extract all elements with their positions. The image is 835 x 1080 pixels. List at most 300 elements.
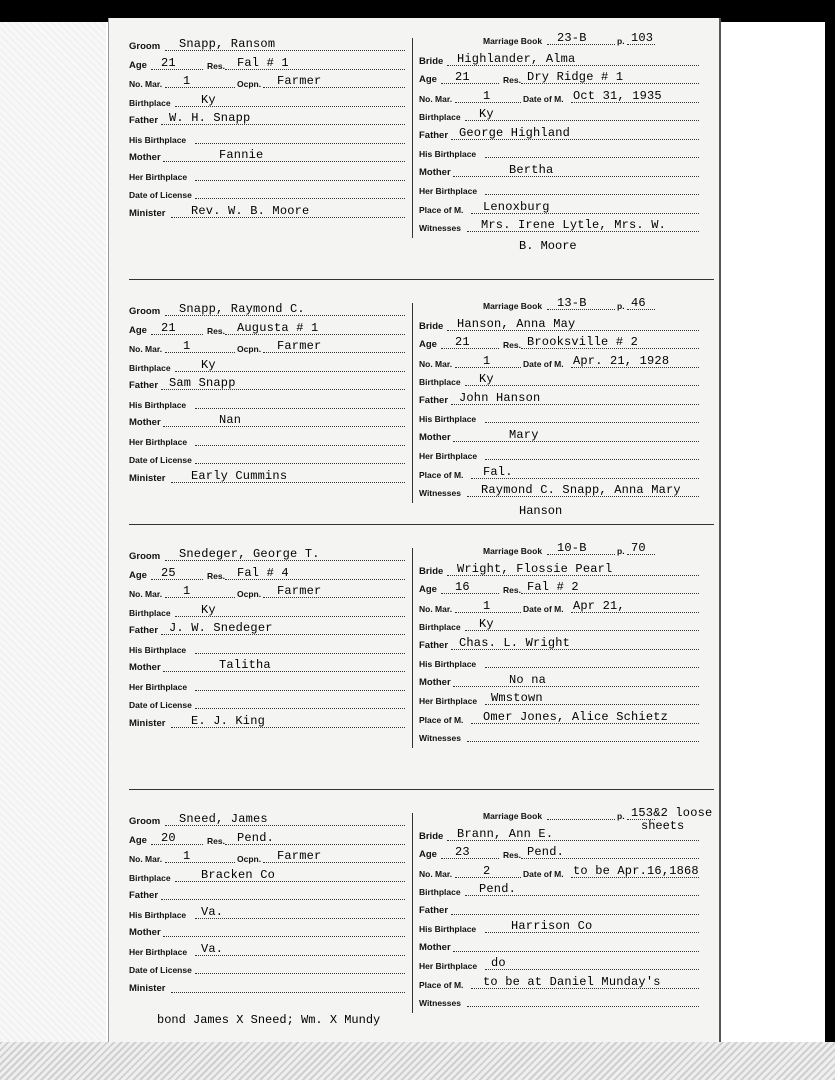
place-of-marriage-row (419, 976, 709, 992)
groom-res: Augusta # 1 (237, 320, 319, 335)
bride-mother-line (453, 441, 699, 442)
label-his-birthplace: His Birthplace (129, 134, 187, 145)
bride-her-birthplace-row (419, 692, 709, 708)
label-birthplace: Birthplace (129, 97, 171, 108)
marriage-book-number-line (547, 819, 615, 820)
label-mother: Mother (129, 927, 161, 938)
groom-marriages-occupation-row (129, 585, 409, 601)
bride-no-mar: 1 (483, 353, 491, 368)
bride-birthplace: Ky (479, 107, 494, 121)
label-no-mar: No. Mar. (419, 93, 453, 104)
label-age: Age (419, 584, 437, 595)
groom-res: Fal # 4 (237, 565, 289, 580)
bride-mother: Mary (509, 427, 539, 442)
groom-minister: E. J. King (191, 713, 266, 728)
groom-occupation: Farmer (277, 849, 322, 863)
label-father: Father (419, 639, 449, 651)
label-father: Father (129, 890, 159, 901)
bride-his-birthplace-row (419, 655, 709, 671)
label-her-birthplace: Her Birthplace (419, 961, 478, 971)
label-marriage-book: Marriage Book (483, 811, 543, 821)
label-age: Age (419, 849, 437, 860)
label-ocpn: Ocpn. (237, 589, 262, 599)
bride-her-birthplace-line (485, 459, 699, 460)
groom-res: Fal # 1 (237, 55, 289, 70)
label-groom: Groom (129, 41, 161, 52)
marriage-record (109, 296, 717, 543)
label-no-mar: No. Mar. (129, 79, 163, 89)
label-age: Age (129, 569, 147, 581)
label-groom: Groom (129, 816, 161, 827)
label-his-birthplace: His Birthplace (419, 924, 477, 934)
groom-name: Snapp, Ransom (179, 37, 276, 51)
groom-no-mar-line (165, 597, 235, 598)
bride-his-birthplace: Harrison Co (511, 919, 593, 933)
label-date-of-m: Date of M. (523, 93, 564, 104)
bride-birthplace-row (419, 883, 709, 899)
label-bride: Bride (419, 320, 444, 332)
bride-father-line (451, 914, 699, 915)
bride-age: 21 (455, 335, 470, 349)
witnesses-row (419, 729, 709, 745)
groom-his-birthplace: Va. (201, 904, 224, 919)
bride-age: 21 (455, 70, 470, 84)
groom-no-mar: 1 (183, 74, 191, 88)
bride-her-birthplace-row (419, 447, 709, 463)
column-divider (412, 38, 413, 238)
label-age: Age (129, 834, 147, 846)
bride-birthplace: Pend. (479, 882, 517, 896)
groom-date-license-row (129, 186, 409, 202)
label-res: Res. (207, 835, 225, 846)
groom-age: 21 (161, 320, 176, 335)
bride-mother: Bertha (509, 162, 554, 177)
groom-mother-line (163, 671, 405, 672)
groom-minister-row (129, 470, 409, 486)
label-p: p. (617, 301, 625, 311)
marriage-book-page: 103 (631, 31, 654, 45)
groom-father-row (129, 622, 409, 638)
label-father: Father (129, 380, 159, 391)
groom-her-birthplace-line (195, 690, 405, 691)
groom-father-row (129, 112, 409, 128)
marriage-record (109, 31, 717, 278)
bride-marriage-book-row (419, 32, 709, 48)
label-mother: Mother (419, 166, 451, 178)
bride-father: John Hanson (459, 390, 541, 405)
date-of-marriage: Apr. 21, 1928 (573, 353, 670, 368)
groom-name-row (129, 303, 409, 319)
groom-birthplace: Ky (201, 92, 216, 107)
bride-age-line (441, 858, 499, 859)
bride-mother-line (453, 686, 699, 687)
label-mother: Mother (129, 417, 161, 428)
bride-his-birthplace-line (485, 157, 699, 158)
label-her-birthplace: Her Birthplace (129, 946, 188, 957)
date-of-marriage: Oct 31, 1935 (573, 88, 662, 103)
bride-age-res-row (419, 71, 709, 87)
bride-her-birthplace: Wmstown (491, 691, 543, 705)
label-witnesses: Witnesses (419, 733, 461, 743)
label-p: p. (617, 546, 625, 556)
label-date-license: Date of License (129, 190, 192, 200)
groom-father-row (129, 887, 409, 903)
bride-age: 16 (455, 580, 470, 594)
groom-age-res-row (129, 567, 409, 583)
label-ocpn: Ocpn. (237, 79, 262, 89)
groom-age-line (151, 334, 203, 335)
label-minister: Minister (129, 472, 166, 484)
bride-his-birthplace-row (419, 920, 709, 936)
bride-birthplace-line (465, 120, 699, 121)
label-mother: Mother (129, 662, 161, 673)
bride-his-birthplace-row (419, 145, 709, 161)
label-no-mar: No. Mar. (129, 344, 163, 354)
marriage-book-page: 46 (631, 296, 646, 310)
label-date-of-m: Date of M. (523, 868, 564, 879)
groom-mother-line (163, 936, 405, 937)
record-divider (129, 789, 714, 790)
label-marriage-book: Marriage Book (483, 36, 543, 46)
bride-his-birthplace-row (419, 410, 709, 426)
bride-her-birthplace: do (491, 956, 506, 970)
scan-right-border (825, 0, 835, 1080)
label-ocpn: Ocpn. (237, 344, 262, 354)
bride-her-birthplace-line (485, 969, 699, 970)
groom-his-birthplace-row (129, 396, 409, 412)
bond-note: bond James X Sneed; Wm. X Mundy (157, 1013, 381, 1027)
bride-mother-line (453, 176, 699, 177)
bride-father: George Highland (459, 125, 571, 140)
bride-name-row (419, 563, 709, 579)
groom-her-birthplace: Va. (201, 941, 224, 956)
groom-father: Sam Snapp (169, 376, 236, 390)
marriage-record (109, 541, 717, 788)
label-his-birthplace: His Birthplace (129, 909, 187, 920)
label-date-license: Date of License (129, 455, 192, 465)
label-age: Age (129, 59, 147, 71)
record-divider (129, 524, 714, 525)
marriage-record (109, 806, 717, 1053)
label-groom: Groom (129, 306, 161, 317)
label-her-birthplace: Her Birthplace (419, 696, 478, 706)
label-place-of-m: Place of M. (419, 714, 464, 725)
label-res: Res. (207, 570, 225, 581)
bride-birthplace-row (419, 108, 709, 124)
witnesses-line (467, 741, 699, 742)
label-his-birthplace: His Birthplace (129, 399, 187, 410)
groom-name: Sneed, James (179, 812, 268, 826)
witnesses-line (467, 1006, 699, 1007)
groom-birthplace-row (129, 94, 409, 110)
groom-his-birthplace-line (195, 408, 405, 409)
place-of-marriage: Fal. (483, 464, 513, 479)
label-mother: Mother (419, 676, 451, 688)
groom-no-mar-line (165, 352, 235, 353)
bride-name: Hanson, Anna May (457, 316, 576, 331)
groom-mother-line (163, 161, 405, 162)
groom-age: 25 (161, 565, 176, 580)
marriage-record-page (108, 18, 721, 1078)
bride-father-row (419, 392, 709, 408)
bride-name-row (419, 318, 709, 334)
bride-father-row (419, 637, 709, 653)
bride-her-birthplace-row (419, 957, 709, 973)
label-his-birthplace: His Birthplace (419, 414, 477, 424)
groom-age: 20 (161, 830, 176, 845)
marriage-book-number: 13-B (557, 296, 587, 310)
groom-birthplace-row (129, 604, 409, 620)
label-birthplace: Birthplace (419, 887, 461, 897)
groom-her-birthplace-row (129, 168, 409, 184)
label-date-of-m: Date of M. (523, 603, 564, 614)
marriage-book-page: 70 (631, 541, 646, 555)
date-of-marriage: Apr 21, (573, 598, 625, 613)
groom-date-license-line (195, 198, 405, 199)
label-minister: Minister (129, 982, 166, 994)
label-mother: Mother (419, 431, 451, 443)
label-birthplace: Birthplace (129, 872, 171, 883)
bride-res: Brooksville # 2 (527, 335, 639, 349)
bride-mother-line (453, 951, 699, 952)
place-of-marriage-row (419, 711, 709, 727)
groom-his-birthplace-row (129, 131, 409, 147)
groom-res: Pend. (237, 830, 275, 845)
bride-his-birthplace-line (485, 667, 699, 668)
witnesses-continued: Hanson (519, 504, 563, 518)
groom-mother-line (163, 426, 405, 427)
label-marriage-book: Marriage Book (483, 546, 543, 556)
groom-name-row (129, 38, 409, 54)
label-father: Father (129, 625, 159, 636)
bride-his-birthplace-line (485, 422, 699, 423)
place-of-marriage-row (419, 201, 709, 217)
label-res: Res. (503, 850, 521, 860)
label-p: p. (617, 811, 625, 821)
bride-marriages-date-row (419, 355, 709, 371)
groom-no-mar-line (165, 862, 235, 863)
bride-name: Wright, Flossie Pearl (457, 561, 613, 576)
groom-mother-row (129, 659, 409, 675)
label-minister: Minister (129, 207, 166, 219)
bride-birthplace-row (419, 373, 709, 389)
bride-birthplace: Ky (479, 372, 494, 386)
bride-no-mar: 1 (483, 88, 491, 103)
witnesses-continued: B. Moore (519, 239, 577, 253)
place-of-marriage: to be at Daniel Munday's (483, 974, 661, 989)
label-birthplace: Birthplace (129, 362, 171, 373)
place-of-marriage: Lenoxburg (483, 199, 550, 214)
groom-date-license-row (129, 961, 409, 977)
groom-occupation: Farmer (277, 339, 322, 353)
bride-age-res-row (419, 336, 709, 352)
groom-no-mar-line (165, 87, 235, 88)
bride-birthplace-row (419, 618, 709, 634)
label-age: Age (129, 324, 147, 336)
bride-age-line (441, 348, 499, 349)
groom-her-birthplace-row (129, 433, 409, 449)
date-of-marriage: to be Apr.16,1868 (573, 863, 699, 878)
groom-her-birthplace-row (129, 943, 409, 959)
groom-minister-line (171, 992, 405, 993)
label-her-birthplace: Her Birthplace (419, 186, 478, 196)
column-divider (412, 548, 413, 748)
groom-name-row (129, 548, 409, 564)
bride-mother-row (419, 429, 709, 445)
label-father: Father (419, 904, 449, 916)
label-witnesses: Witnesses (419, 223, 461, 233)
bride-birthplace: Ky (479, 617, 494, 631)
groom-birthplace: Ky (201, 357, 216, 372)
groom-age-line (151, 844, 203, 845)
bride-no-mar: 1 (483, 598, 491, 613)
label-no-mar: No. Mar. (129, 854, 163, 864)
label-place-of-m: Place of M. (419, 204, 464, 215)
bride-age-line (441, 83, 499, 84)
groom-mother-row (129, 149, 409, 165)
label-groom: Groom (129, 551, 161, 562)
label-bride: Bride (419, 55, 444, 67)
bride-mother-row (419, 939, 709, 955)
label-father: Father (419, 129, 449, 141)
bride-mother-row (419, 674, 709, 690)
label-res: Res. (503, 340, 521, 350)
groom-father-line (161, 899, 405, 900)
groom-birthplace-row (129, 869, 409, 885)
groom-no-mar: 1 (183, 339, 191, 353)
groom-her-birthplace-row (129, 678, 409, 694)
label-res: Res. (503, 585, 521, 595)
bride-name: Brann, Ann E. (457, 826, 554, 841)
groom-occupation: Farmer (277, 584, 322, 598)
witnesses-row (419, 219, 709, 235)
bride-res: Pend. (527, 845, 565, 859)
groom-date-license-row (129, 696, 409, 712)
label-marriage-book: Marriage Book (483, 301, 543, 311)
groom-occupation: Farmer (277, 74, 322, 88)
scan-left-margin (0, 22, 106, 1080)
groom-marriages-occupation-row (129, 75, 409, 91)
marriage-book-page: 153&2 loose (631, 806, 713, 820)
label-age: Age (419, 74, 437, 85)
label-p: p. (617, 36, 625, 46)
groom-name-row (129, 813, 409, 829)
groom-age-res-row (129, 57, 409, 73)
groom-mother: Nan (219, 413, 242, 427)
label-bride: Bride (419, 830, 444, 842)
bride-marriage-book-row (419, 297, 709, 313)
bride-birthplace-line (465, 630, 699, 631)
groom-birthplace: Ky (201, 602, 216, 617)
groom-age-res-row (129, 832, 409, 848)
groom-date-license-line (195, 973, 405, 974)
marriage-book-note: sheets (641, 819, 685, 833)
bride-mother-row (419, 164, 709, 180)
groom-mother: Fannie (219, 148, 264, 162)
marriage-book-number: 10-B (557, 541, 587, 555)
label-bride: Bride (419, 565, 444, 577)
groom-his-birthplace-row (129, 906, 409, 922)
groom-no-mar: 1 (183, 584, 191, 598)
label-birthplace: Birthplace (419, 377, 461, 387)
groom-mother-row (129, 924, 409, 940)
bride-age-res-row (419, 846, 709, 862)
label-no-mar: No. Mar. (419, 868, 453, 879)
label-date-of-m: Date of M. (523, 358, 564, 369)
place-of-marriage: Omer Jones, Alice Schietz (483, 709, 669, 724)
groom-date-license-line (195, 463, 405, 464)
groom-age-line (151, 579, 203, 580)
witnesses-row (419, 484, 709, 500)
label-mother: Mother (419, 941, 451, 953)
bride-her-birthplace-row (419, 182, 709, 198)
groom-date-license-line (195, 708, 405, 709)
label-his-birthplace: His Birthplace (419, 659, 477, 669)
bride-her-birthplace-line (485, 194, 699, 195)
record-divider (129, 279, 714, 280)
place-of-marriage-row (419, 466, 709, 482)
groom-marriages-occupation-row (129, 850, 409, 866)
groom-marriages-occupation-row (129, 340, 409, 356)
bride-mother: No na (509, 672, 547, 687)
groom-father: W. H. Snapp (169, 111, 251, 125)
label-birthplace: Birthplace (419, 622, 461, 632)
label-father: Father (129, 115, 159, 126)
label-witnesses: Witnesses (419, 488, 461, 498)
label-her-birthplace: Her Birthplace (129, 436, 188, 447)
column-divider (412, 303, 413, 503)
groom-birthplace: Bracken Co (201, 867, 276, 882)
label-no-mar: No. Mar. (129, 589, 163, 599)
bride-birthplace-line (465, 385, 699, 386)
label-birthplace: Birthplace (419, 112, 461, 122)
groom-minister-row (129, 205, 409, 221)
scan-bottom-edge (0, 1042, 835, 1080)
bride-name-row (419, 53, 709, 69)
groom-her-birthplace-line (195, 955, 405, 956)
label-date-license: Date of License (129, 965, 192, 975)
label-age: Age (419, 339, 437, 350)
label-no-mar: No. Mar. (419, 358, 453, 369)
bride-age-line (441, 593, 499, 594)
groom-minister-row (129, 715, 409, 731)
bride-marriages-date-row (419, 600, 709, 616)
bride-marriages-date-row (419, 90, 709, 106)
bride-marriage-book-row (419, 542, 709, 558)
groom-her-birthplace-line (195, 445, 405, 446)
groom-his-birthplace-row (129, 641, 409, 657)
witnesses-row (419, 994, 709, 1010)
groom-mother: Talitha (219, 658, 271, 672)
groom-date-license-row (129, 451, 409, 467)
groom-her-birthplace-line (195, 180, 405, 181)
witnesses: Raymond C. Snapp, Anna Mary (481, 483, 681, 497)
groom-minister: Early Cummins (191, 468, 288, 483)
marriage-book-number: 23-B (557, 31, 587, 45)
bride-age: 23 (455, 845, 470, 859)
bride-res: Fal # 2 (527, 580, 579, 594)
label-mother: Mother (129, 152, 161, 163)
bride-no-mar: 2 (483, 863, 491, 878)
groom-minister-row (129, 980, 409, 996)
groom-age: 21 (161, 55, 176, 70)
groom-his-birthplace-line (195, 918, 405, 919)
witnesses: Mrs. Irene Lytle, Mrs. W. (481, 218, 667, 232)
bride-father-row (419, 902, 709, 918)
label-father: Father (419, 394, 449, 406)
column-divider (412, 813, 413, 1013)
bride-marriages-date-row (419, 865, 709, 881)
